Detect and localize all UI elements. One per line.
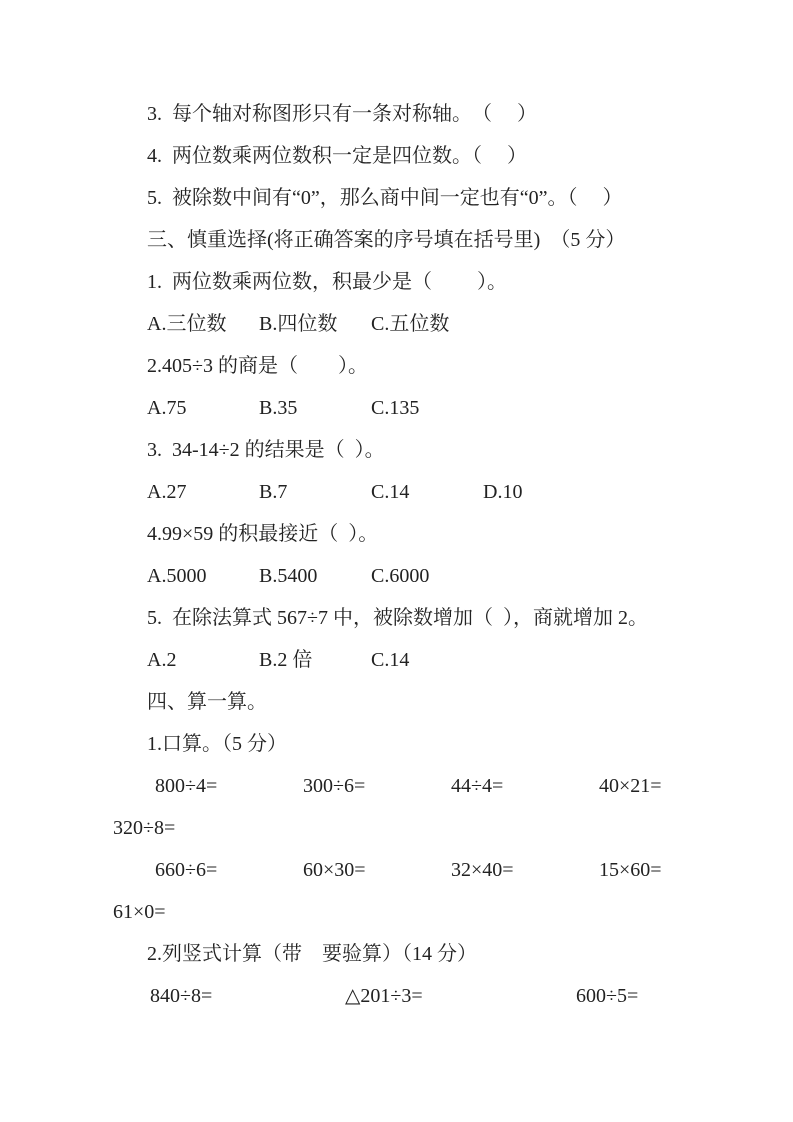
oral-calc-row-1-overflow: 320÷8= <box>113 817 176 839</box>
mc-question-4-stem: 4.99×59 的积最接近（ ）。 <box>147 523 379 545</box>
mc-option-d: D.10 <box>483 481 523 503</box>
section-three-heading: 三、慎重选择(将正确答案的序号填在括号里) （5 分） <box>147 229 626 251</box>
mc-question-5-stem: 5. 在除法算式 567÷7 中，被除数增加（ ），商就增加 2。 <box>147 607 648 629</box>
mc-option-b: B.2 倍 <box>259 649 313 671</box>
oral-calc-row-2-overflow: 61×0= <box>113 901 166 923</box>
vertical-calc-item: 840÷8= <box>150 985 213 1007</box>
judgment-item-4: 4. 两位数乘两位数积一定是四位数。（ ） <box>147 145 527 167</box>
oral-calc-item: 660÷6= <box>155 859 218 881</box>
oral-calc-item: 15×60= <box>599 859 662 881</box>
mc-question-1-options <box>113 303 743 345</box>
mc-option-a: A.三位数 <box>147 313 227 335</box>
judgment-item-3: 3. 每个轴对称图形只有一条对称轴。 （ ） <box>147 103 537 125</box>
judgment-item-5: 5. 被除数中间有“0”，那么商中间一定也有“0”。（ ） <box>147 187 623 209</box>
mc-option-c: C.6000 <box>371 565 430 587</box>
mc-question-3-stem: 3. 34-14÷2 的结果是（ ）。 <box>147 439 385 461</box>
mc-option-b: B.35 <box>259 397 298 419</box>
page-content <box>113 93 743 1017</box>
mc-question-5-options <box>113 639 743 681</box>
oral-calc-item: 300÷6= <box>303 775 366 797</box>
mc-option-c: C.五位数 <box>371 313 450 335</box>
oral-calc-row-1 <box>113 765 743 807</box>
section-four-heading: 四、算一算。 <box>147 691 267 713</box>
mc-option-a: A.27 <box>147 481 187 503</box>
oral-calc-item: 800÷4= <box>155 775 218 797</box>
mc-option-b: B.7 <box>259 481 288 503</box>
oral-calc-item: 32×40= <box>451 859 514 881</box>
mc-option-b: B.四位数 <box>259 313 338 335</box>
mc-option-a: A.5000 <box>147 565 207 587</box>
mc-question-2-stem: 2.405÷3 的商是（ ）。 <box>147 355 368 377</box>
mc-option-a: A.2 <box>147 649 177 671</box>
mc-question-1-stem: 1. 两位数乘两位数，积最少是（ ）。 <box>147 271 507 293</box>
oral-calc-item: 40×21= <box>599 775 662 797</box>
vertical-calc-heading: 2.列竖式计算（带 要验算）（14 分） <box>147 943 477 965</box>
mc-option-b: B.5400 <box>259 565 318 587</box>
oral-calc-item: 44÷4= <box>451 775 504 797</box>
mc-question-2-options <box>113 387 743 429</box>
vertical-calc-row <box>113 975 743 1017</box>
mc-question-4-options <box>113 555 743 597</box>
vertical-calc-item-marked: △201÷3= <box>345 985 423 1007</box>
oral-calc-heading: 1.口算。（5 分） <box>147 733 287 755</box>
oral-calc-item: 60×30= <box>303 859 366 881</box>
mc-option-c: C.135 <box>371 397 420 419</box>
mc-option-a: A.75 <box>147 397 187 419</box>
mc-question-3-options <box>113 471 743 513</box>
mc-option-c: C.14 <box>371 649 410 671</box>
vertical-calc-item: 600÷5= <box>576 985 639 1007</box>
oral-calc-row-2 <box>113 849 743 891</box>
mc-option-c: C.14 <box>371 481 410 503</box>
